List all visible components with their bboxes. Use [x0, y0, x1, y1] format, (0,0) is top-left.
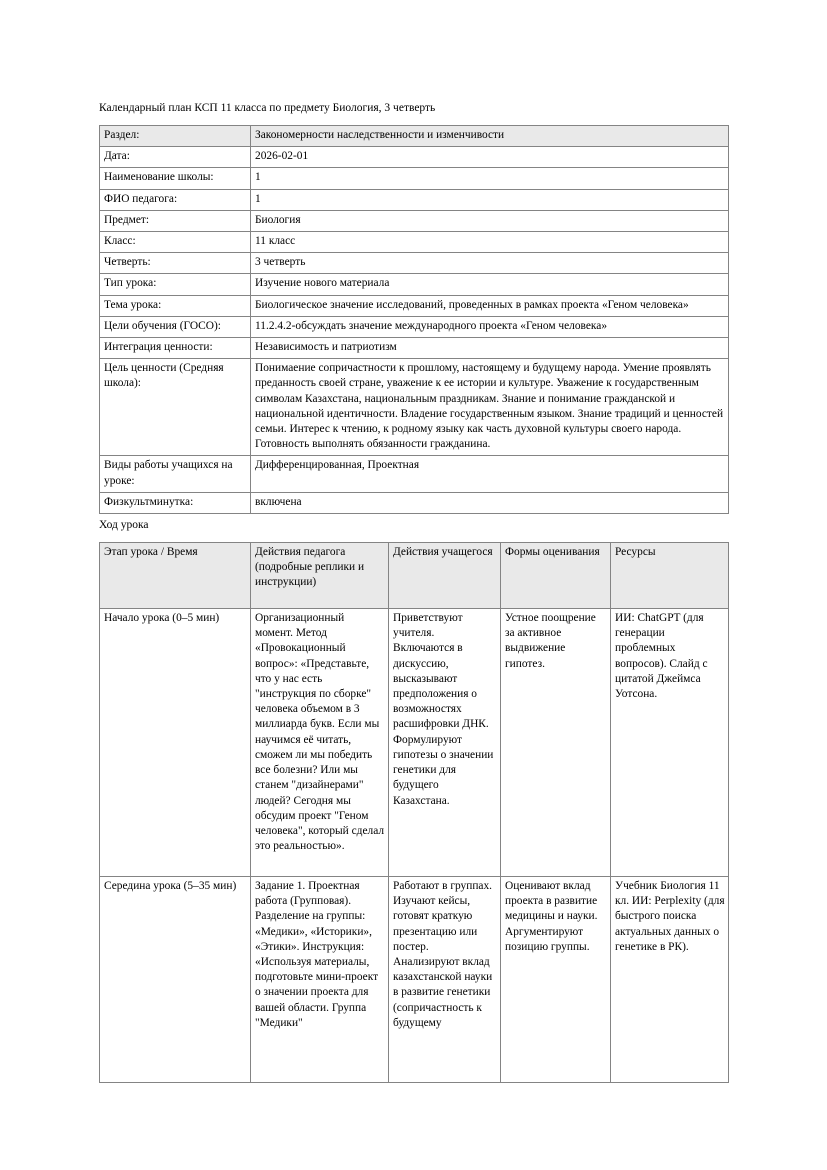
section-caption-lesson-flow: Ход урока [99, 519, 149, 532]
lesson-info-body [100, 126, 729, 514]
table-row [100, 168, 729, 189]
cell-assessment: Оценивают вклад проекта в развитие медицины и науки. Аргументируют позицию группы. [501, 877, 611, 1083]
info-label: Класс: [100, 232, 251, 253]
info-value: Независимость и патриотизм [251, 338, 729, 359]
info-label: Цель ценности (Средняя школа): [100, 359, 251, 456]
info-label: Тип урока: [100, 274, 251, 295]
table-row [100, 359, 729, 456]
info-value: 3 четверть [251, 253, 729, 274]
table-row [100, 126, 729, 147]
info-value: 11.2.4.2-обсуждать значение международного проекта «Геном человека» [251, 316, 729, 337]
table-row [100, 232, 729, 253]
info-label: Цели обучения (ГОСО): [100, 316, 251, 337]
info-label: Раздел: [100, 126, 251, 147]
table-row [100, 253, 729, 274]
table-row [100, 609, 729, 877]
lesson-flow-header [100, 543, 729, 609]
table-row [100, 316, 729, 337]
table-row [100, 492, 729, 513]
info-value: 1 [251, 168, 729, 189]
column-header-assessment-forms: Формы оценивания [501, 543, 611, 609]
lesson-info-table [99, 125, 729, 514]
table-row [100, 338, 729, 359]
table-row [100, 189, 729, 210]
info-value: включена [251, 492, 729, 513]
cell-teacher-actions: Задание 1. Проектная работа (Групповая). Разделение на группы: «Медики», «Историки», «Этики». Инструкция: «Используя материалы, подготовьте мини-проект о значении проекта для вашей области. Группа "Медики" [251, 877, 389, 1083]
table-row [100, 147, 729, 168]
info-label: Четверть: [100, 253, 251, 274]
table-row [100, 274, 729, 295]
info-label: ФИО педагога: [100, 189, 251, 210]
column-header-teacher-actions: Действия педагога (подробные реплики и инструкции) [251, 543, 389, 609]
cell-resources: Учебник Биология 11 кл. ИИ: Perplexity (для быстрого поиска актуальных данных о генетике в РК). [611, 877, 729, 1083]
info-value: Изучение нового материала [251, 274, 729, 295]
page-title: Календарный план КСП 11 класса по предмету Биология, 3 четверть [99, 102, 436, 114]
cell-stage: Середина урока (5–35 мин) [100, 877, 251, 1083]
cell-student-actions: Работают в группах. Изучают кейсы, готовят краткую презентацию или постер. Анализируют вклад казахстанской науки в развитие генетики (сопричастность к будущему [389, 877, 501, 1083]
info-label: Физкультминутка: [100, 492, 251, 513]
info-value: Биологическое значение исследований, проведенных в рамках проекта «Геном человека» [251, 295, 729, 316]
cell-teacher-actions: Организационный момент. Метод «Провокационный вопрос»: «Представьте, что у нас есть "инструкция по сборке" человека объемом в 3 миллиарда букв. Если мы научимся её читать, сможем ли мы победить все болезни? Или мы станем "дизайнерами" людей? Сегодня мы обсудим проект "Геном человека", который сделал это реальностью». [251, 609, 389, 877]
info-label: Тема урока: [100, 295, 251, 316]
cell-resources: ИИ: ChatGPT (для генерации проблемных вопросов). Слайд с цитатой Джеймса Уотсона. [611, 609, 729, 877]
info-value: Понимаение сопричастности к прошлому, настоящему и будущему народа. Умение проявлять преданность своей стране, уважение к ее истории и культуре. Уважение к государственным символам Казахстана, национальным праздникам. Знание и понимание гражданской и национальной идентичности. Владение государственным языком. Знание традиций и ценностей семьи. Интерес к чтению, к родному языку как часть духовной культуры своего народа. Готовность выполнять обязанности гражданина. [251, 359, 729, 456]
column-header-student-actions: Действия учащегося [389, 543, 501, 609]
table-row [100, 877, 729, 1083]
info-value: 2026-02-01 [251, 147, 729, 168]
info-value: 1 [251, 189, 729, 210]
table-row [100, 210, 729, 231]
lesson-flow-table [99, 542, 729, 1083]
info-label: Предмет: [100, 210, 251, 231]
cell-assessment: Устное поощрение за активное выдвижение гипотез. [501, 609, 611, 877]
info-value: Биология [251, 210, 729, 231]
column-header-resources: Ресурсы [611, 543, 729, 609]
cell-student-actions: Приветствуют учителя. Включаются в дискуссию, высказывают предположения о возможностях расшифровки ДНК. Формулируют гипотезы о значении генетики для будущего Казахстана. [389, 609, 501, 877]
info-value: Дифференцированная, Проектная [251, 456, 729, 492]
info-value: Закономерности наследственности и изменчивости [251, 126, 729, 147]
info-label: Наименование школы: [100, 168, 251, 189]
table-header-row [100, 543, 729, 609]
info-label: Дата: [100, 147, 251, 168]
table-row [100, 295, 729, 316]
info-label: Виды работы учащихся на уроке: [100, 456, 251, 492]
page-content [99, 100, 728, 1083]
column-header-stage: Этап урока / Время [100, 543, 251, 609]
lesson-flow-body [100, 609, 729, 1083]
info-label: Интеграция ценности: [100, 338, 251, 359]
info-value: 11 класс [251, 232, 729, 253]
cell-stage: Начало урока (0–5 мин) [100, 609, 251, 877]
table-row [100, 456, 729, 492]
